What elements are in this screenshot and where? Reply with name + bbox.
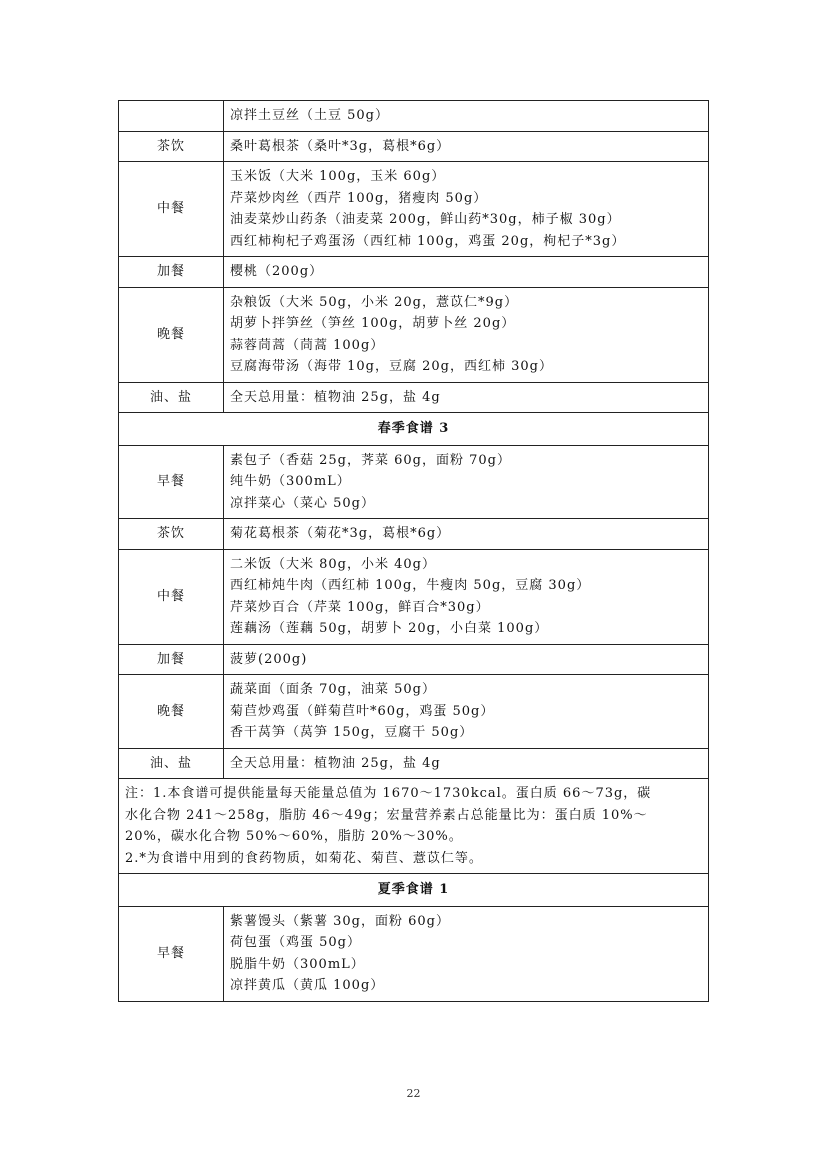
menu-item: 凉拌土豆丝（土豆 50g） [230,108,389,123]
menu-item: 桑叶葛根茶（桑叶*3g，葛根*6g） [230,138,451,154]
note-row [119,779,709,874]
section-title: 夏季食谱 1 [119,874,709,907]
menu-items [224,549,709,644]
menu-items [224,519,709,550]
meal-label: 中餐 [119,549,224,644]
note-line: 2.*为食谱中用到的食药物质，如菊花、菊苣、薏苡仁等。 [125,850,483,866]
table-row [119,748,709,779]
menu-item: 胡萝卜拌笋丝（笋丝 100g，胡萝卜丝 20g） [230,316,516,331]
menu-item: 全天总用量：植物油 25g，盐 4g [230,755,441,771]
menu-item: 紫薯馒头（紫薯 30g，面粉 60g） [230,913,450,929]
table-row [119,287,709,382]
meal-label [119,101,224,132]
page-number: 22 [406,1087,421,1100]
meal-label: 晚餐 [119,675,224,749]
menu-item: 蔬菜面（面条 70g，油菜 50g） [230,682,436,697]
menu-item: 玉米饭（大米 100g，玉米 60g） [230,169,446,184]
meal-label: 加餐 [119,644,224,675]
menu-item: 油麦菜炒山药条（油麦菜 200g，鲜山药*30g，柿子椒 30g） [230,212,621,227]
note-cell [119,779,709,874]
menu-items [224,101,709,132]
meal-label: 茶饮 [119,131,224,162]
table-row [119,382,709,413]
menu-item: 全天总用量：植物油 25g，盐 4g [230,389,441,405]
note-line: 水化合物 241～258g，脂肪 46～49g；宏量营养素占总能量比为：蛋白质 10%～ [125,807,648,823]
table-row [119,519,709,550]
note-line: 注：1.本食谱可提供能量每天能量总值为 1670～1730kcal。蛋白质 66～73g，碳 [125,786,652,801]
meal-label: 茶饮 [119,519,224,550]
meal-label: 油、盐 [119,748,224,779]
menu-item: 菊苣炒鸡蛋（鲜菊苣叶*60g，鸡蛋 50g） [230,703,495,719]
table-row [119,162,709,257]
table-row [119,131,709,162]
menu-item: 凉拌黄瓜（黄瓜 100g） [230,978,385,993]
menu-item: 西红柿枸杞子鸡蛋汤（西红柿 100g，鸡蛋 20g，枸杞子*3g） [230,233,626,249]
menu-item: 莲藕汤（莲藕 50g，胡萝卜 20g，小白菜 100g） [230,621,549,636]
table-row [119,549,709,644]
menu-items [224,257,709,288]
menu-item: 纯牛奶（300mL） [230,474,351,489]
meal-label: 早餐 [119,445,224,519]
menu-item: 芹菜炒百合（芹菜 100g，鲜百合*30g） [230,599,490,615]
table-row [119,675,709,749]
table-row [119,257,709,288]
diet-menu-table [118,100,709,1002]
meal-label: 加餐 [119,257,224,288]
menu-item: 二米饭（大米 80g，小米 40g） [230,556,436,572]
section-title: 春季食谱 3 [119,413,709,446]
menu-item: 芹菜炒肉丝（西芹 100g，猪瘦肉 50g） [230,190,488,206]
menu-item: 素包子（香菇 25g，荠菜 60g，面粉 70g） [230,452,511,468]
menu-item: 杂粮饭（大米 50g，小米 20g，薏苡仁*9g） [230,294,519,310]
table-row [119,445,709,519]
menu-item: 荷包蛋（鸡蛋 50g） [230,935,361,950]
menu-item: 蒜蓉茼蒿（茼蒿 100g） [230,337,385,353]
menu-items [224,906,709,1001]
menu-item: 凉拌菜心（菜心 50g） [230,495,375,511]
menu-items [224,162,709,257]
menu-item: 香干莴笋（莴笋 150g，豆腐干 50g） [230,725,474,740]
menu-items [224,131,709,162]
table-row [119,101,709,132]
section-title-row [119,874,709,907]
menu-item: 西红柿炖牛肉（西红柿 100g，牛瘦肉 50g，豆腐 30g） [230,578,591,593]
table-row [119,644,709,675]
menu-item: 樱桃（200g） [230,264,324,279]
note-line: 20%，碳水化合物 50%～60%，脂肪 20%～30%。 [125,829,463,844]
menu-item: 豆腐海带汤（海带 10g，豆腐 20g，西红柿 30g） [230,359,553,374]
menu-items [224,445,709,519]
meal-label: 晚餐 [119,287,224,382]
menu-item: 菠萝(200g) [230,651,308,667]
menu-items [224,675,709,749]
menu-items [224,644,709,675]
menu-item: 菊花葛根茶（菊花*3g，葛根*6g） [230,526,451,541]
meal-label: 早餐 [119,906,224,1001]
table-row [119,906,709,1001]
menu-item: 脱脂牛奶（300mL） [230,956,365,972]
meal-label: 中餐 [119,162,224,257]
menu-items [224,382,709,413]
meal-label: 油、盐 [119,382,224,413]
menu-items [224,287,709,382]
section-title-row [119,413,709,446]
menu-items [224,748,709,779]
